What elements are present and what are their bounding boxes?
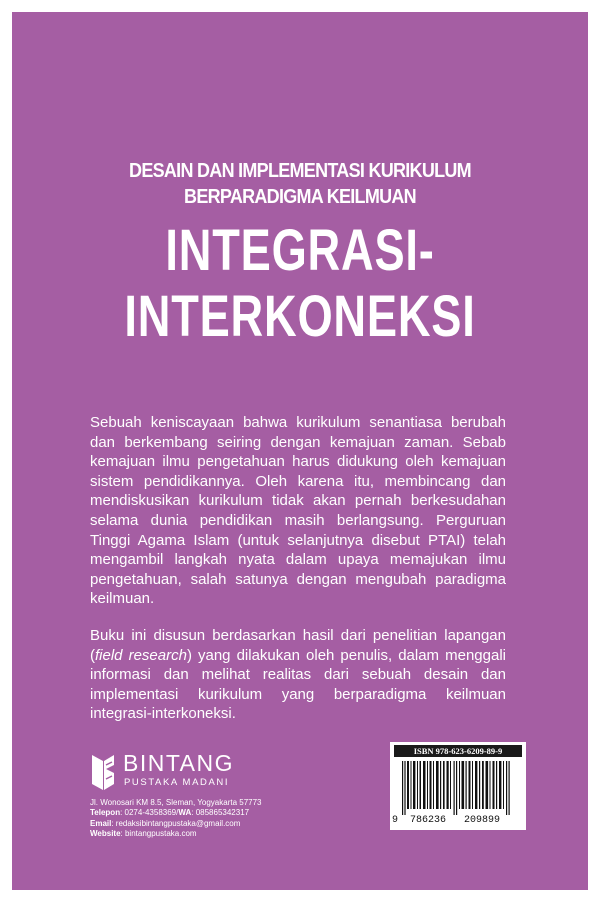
barcode-right-digits: 209899 [464,815,501,826]
publisher-email [90,819,350,829]
barcode-first-digit: 9 [392,815,399,826]
subtitle-line-2: BERPARADIGMA KEILMUAN [184,186,416,208]
publisher-phone [90,808,350,818]
wa-value: : 085865342317 [191,808,250,818]
blurb-p2-end: ) yang dilakukan oleh penulis, dalam menggali informasi dan melihat realitas dari sebuah desain dan implementasi kurikulum yang berparadigma keilmuan integrasi-interkoneksi. [90,646,506,723]
back-cover [12,12,588,890]
barcode-left-digits: 786236 [410,815,447,826]
isbn-label: ISBN 978-623-6209-89-9 [394,745,522,757]
email-value: : redaksibintangpustaka@gmail.com [111,818,241,828]
publisher-logo-icon [90,752,116,792]
title-line-1: INTEGRASI- [165,218,435,283]
book-subtitle [41,158,559,210]
publisher-logo [90,752,270,796]
publisher-contact [90,798,350,840]
email-label: Email [90,818,112,828]
blurb-p2-start: Buku ini disusun berdasarkan hasil dari penelitian lapangan ( [90,627,506,664]
publisher-tagline: PUSTAKA MADANI [124,777,230,788]
publisher-address: Jl. Wonosari KM 8.5, Sleman, Yogyakarta 57773 [90,798,262,807]
subtitle-line-1: DESAIN DAN IMPLEMENTASI KURIKULUM [129,160,471,182]
blurb-p2-italic: field research [95,646,187,664]
wa-label: WA [178,808,192,818]
publisher-name: BINTANG [123,750,235,776]
publisher-website [90,829,350,839]
blurb-paragraph-1: Sebuah keniscayaan bahwa kurikulum senantiasa berubah dan berkembang seiring dengan kemajuan zaman. Sebab kemajuan ilmu pengetahuan harus didukung oleh kemajuan sistem pendidikannya. Oleh karena itu, membincang dan mendiskusikan kurikulum tidak akan pernah berkesudahan selama dunia pendidikan masih berlangsung. Perguruan Tinggi Agama Islam (untuk selanjutnya disebut PTAI) telah mengambil langkah nyata dalam upaya memajukan ilmu pengetahuan, salah satunya dengan mengubah paradigma keilmuan. [90,414,506,608]
blurb-paragraph-2 [90,626,506,724]
phone-value: : 0274-4358369/ [120,808,179,818]
isbn-barcode-box [390,742,526,830]
website-value: : bintangpustaka.com [120,829,197,839]
phone-label: Telepon [90,808,121,818]
title-line-2: INTERKONEKSI [124,284,476,349]
barcode-icon [398,761,516,815]
website-label: Website [90,829,121,839]
book-title [75,218,524,350]
